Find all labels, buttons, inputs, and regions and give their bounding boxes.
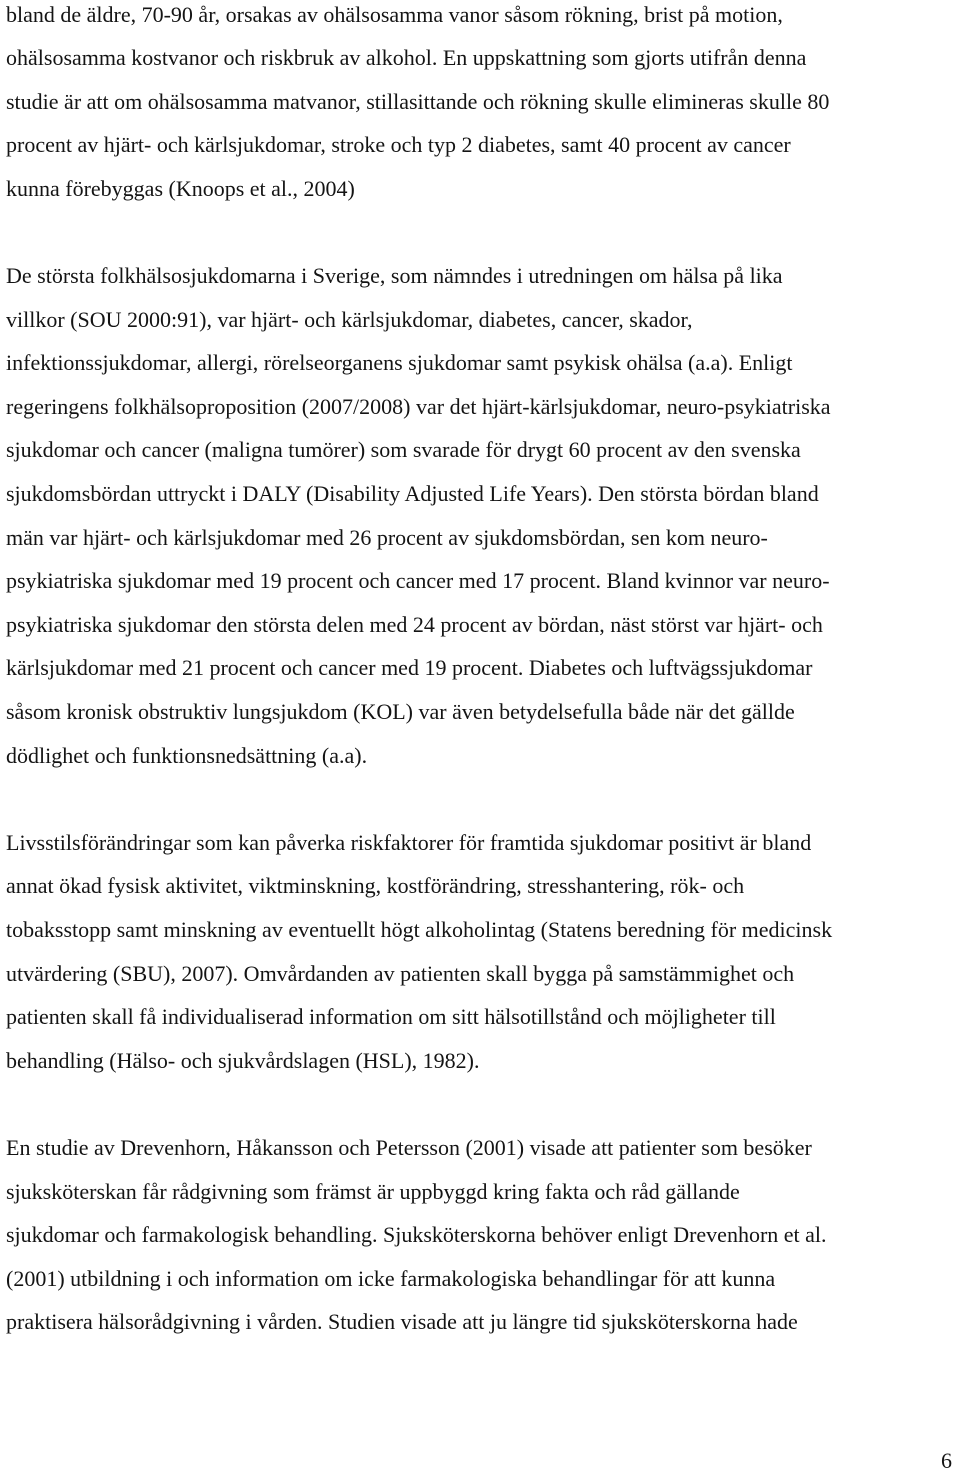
text-line: dödlighet och funktionsnedsättning (a.a). (6, 743, 368, 768)
text-line: Livsstilsförändringar som kan påverka riskfaktorer för framtida sjukdomar positivt är bland (6, 830, 812, 855)
text-line: studie är att om ohälsosamma matvanor, stillasittande och rökning skulle elimineras skulle 80 (6, 89, 830, 114)
text-line: kunna förebyggas (Knoops et al., 2004) (6, 176, 355, 201)
text-line: psykiatriska sjukdomar med 19 procent och cancer med 17 procent. Bland kvinnor var neuro- (6, 568, 830, 593)
text-line: män var hjärt- och kärlsjukdomar med 26 procent av sjukdomsbördan, sen kom neuro- (6, 525, 768, 550)
text-line: De största folkhälsosjukdomarna i Sverige, som nämndes i utredningen om hälsa på lika (6, 263, 783, 288)
text-line: annat ökad fysisk aktivitet, viktminskning, kostförändring, stresshantering, rök- och (6, 873, 745, 898)
text-line: behandling (Hälso- och sjukvårdslagen (HSL), 1982). (6, 1048, 480, 1073)
text-line: regeringens folkhälsoproposition (2007/2008) var det hjärt-kärlsjukdomar, neuro-psykiatriska (6, 394, 831, 419)
text-line: tobaksstopp samt minskning av eventuellt högt alkoholintag (Statens beredning för medicinsk (6, 917, 833, 942)
text-line: såsom kronisk obstruktiv lungsjukdom (KOL) var även betydelsefulla både när det gällde (6, 699, 795, 724)
text-line: En studie av Drevenhorn, Håkansson och Petersson (2001) visade att patienter som besöker (6, 1135, 812, 1160)
text-line: ohälsosamma kostvanor och riskbruk av alkohol. En uppskattning som gjorts utifrån denna (6, 45, 807, 70)
text-line: sjukdomsbördan uttryckt i DALY (Disability Adjusted Life Years). Den största bördan bland (6, 481, 819, 506)
text-line: procent av hjärt- och kärlsjukdomar, stroke och typ 2 diabetes, samt 40 procent av cancer (6, 132, 791, 157)
text-line: sjukdomar och farmakologisk behandling. Sjuksköterskorna behöver enligt Drevenhorn et al. (6, 1222, 827, 1247)
text-line: patienten skall få individualiserad information om sitt hälsotillstånd och möjligheter till (6, 1004, 776, 1029)
text-line: utvärdering (SBU), 2007). Omvårdanden av patienten skall bygga på samstämmighet och (6, 961, 795, 986)
text-line: bland de äldre, 70-90 år, orsakas av ohälsosamma vanor såsom rökning, brist på motion, (6, 2, 783, 27)
text-line: sjukdomar och cancer (maligna tumörer) som svarade för drygt 60 procent av den svenska (6, 437, 801, 462)
text-line: (2001) utbildning i och information om icke farmakologiska behandlingar för att kunna (6, 1266, 776, 1291)
text-line: praktisera hälsorådgivning i vården. Studien visade att ju längre tid sjuksköterskorna hade (6, 1309, 798, 1334)
text-line: villkor (SOU 2000:91), var hjärt- och kärlsjukdomar, diabetes, cancer, skador, (6, 307, 693, 332)
text-line: sjuksköterskan får rådgivning som främst är uppbyggd kring fakta och råd gällande (6, 1179, 740, 1204)
text-line: kärlsjukdomar med 21 procent och cancer med 19 procent. Diabetes och luftvägssjukdomar (6, 655, 813, 680)
page-number: 6 (941, 1448, 952, 1473)
text-line: infektionssjukdomar, allergi, rörelseorganens sjukdomar samt psykisk ohälsa (a.a). Enligt (6, 350, 793, 375)
text-line: psykiatriska sjukdomar den största delen med 24 procent av bördan, näst störst var hjärt- och (6, 612, 823, 637)
